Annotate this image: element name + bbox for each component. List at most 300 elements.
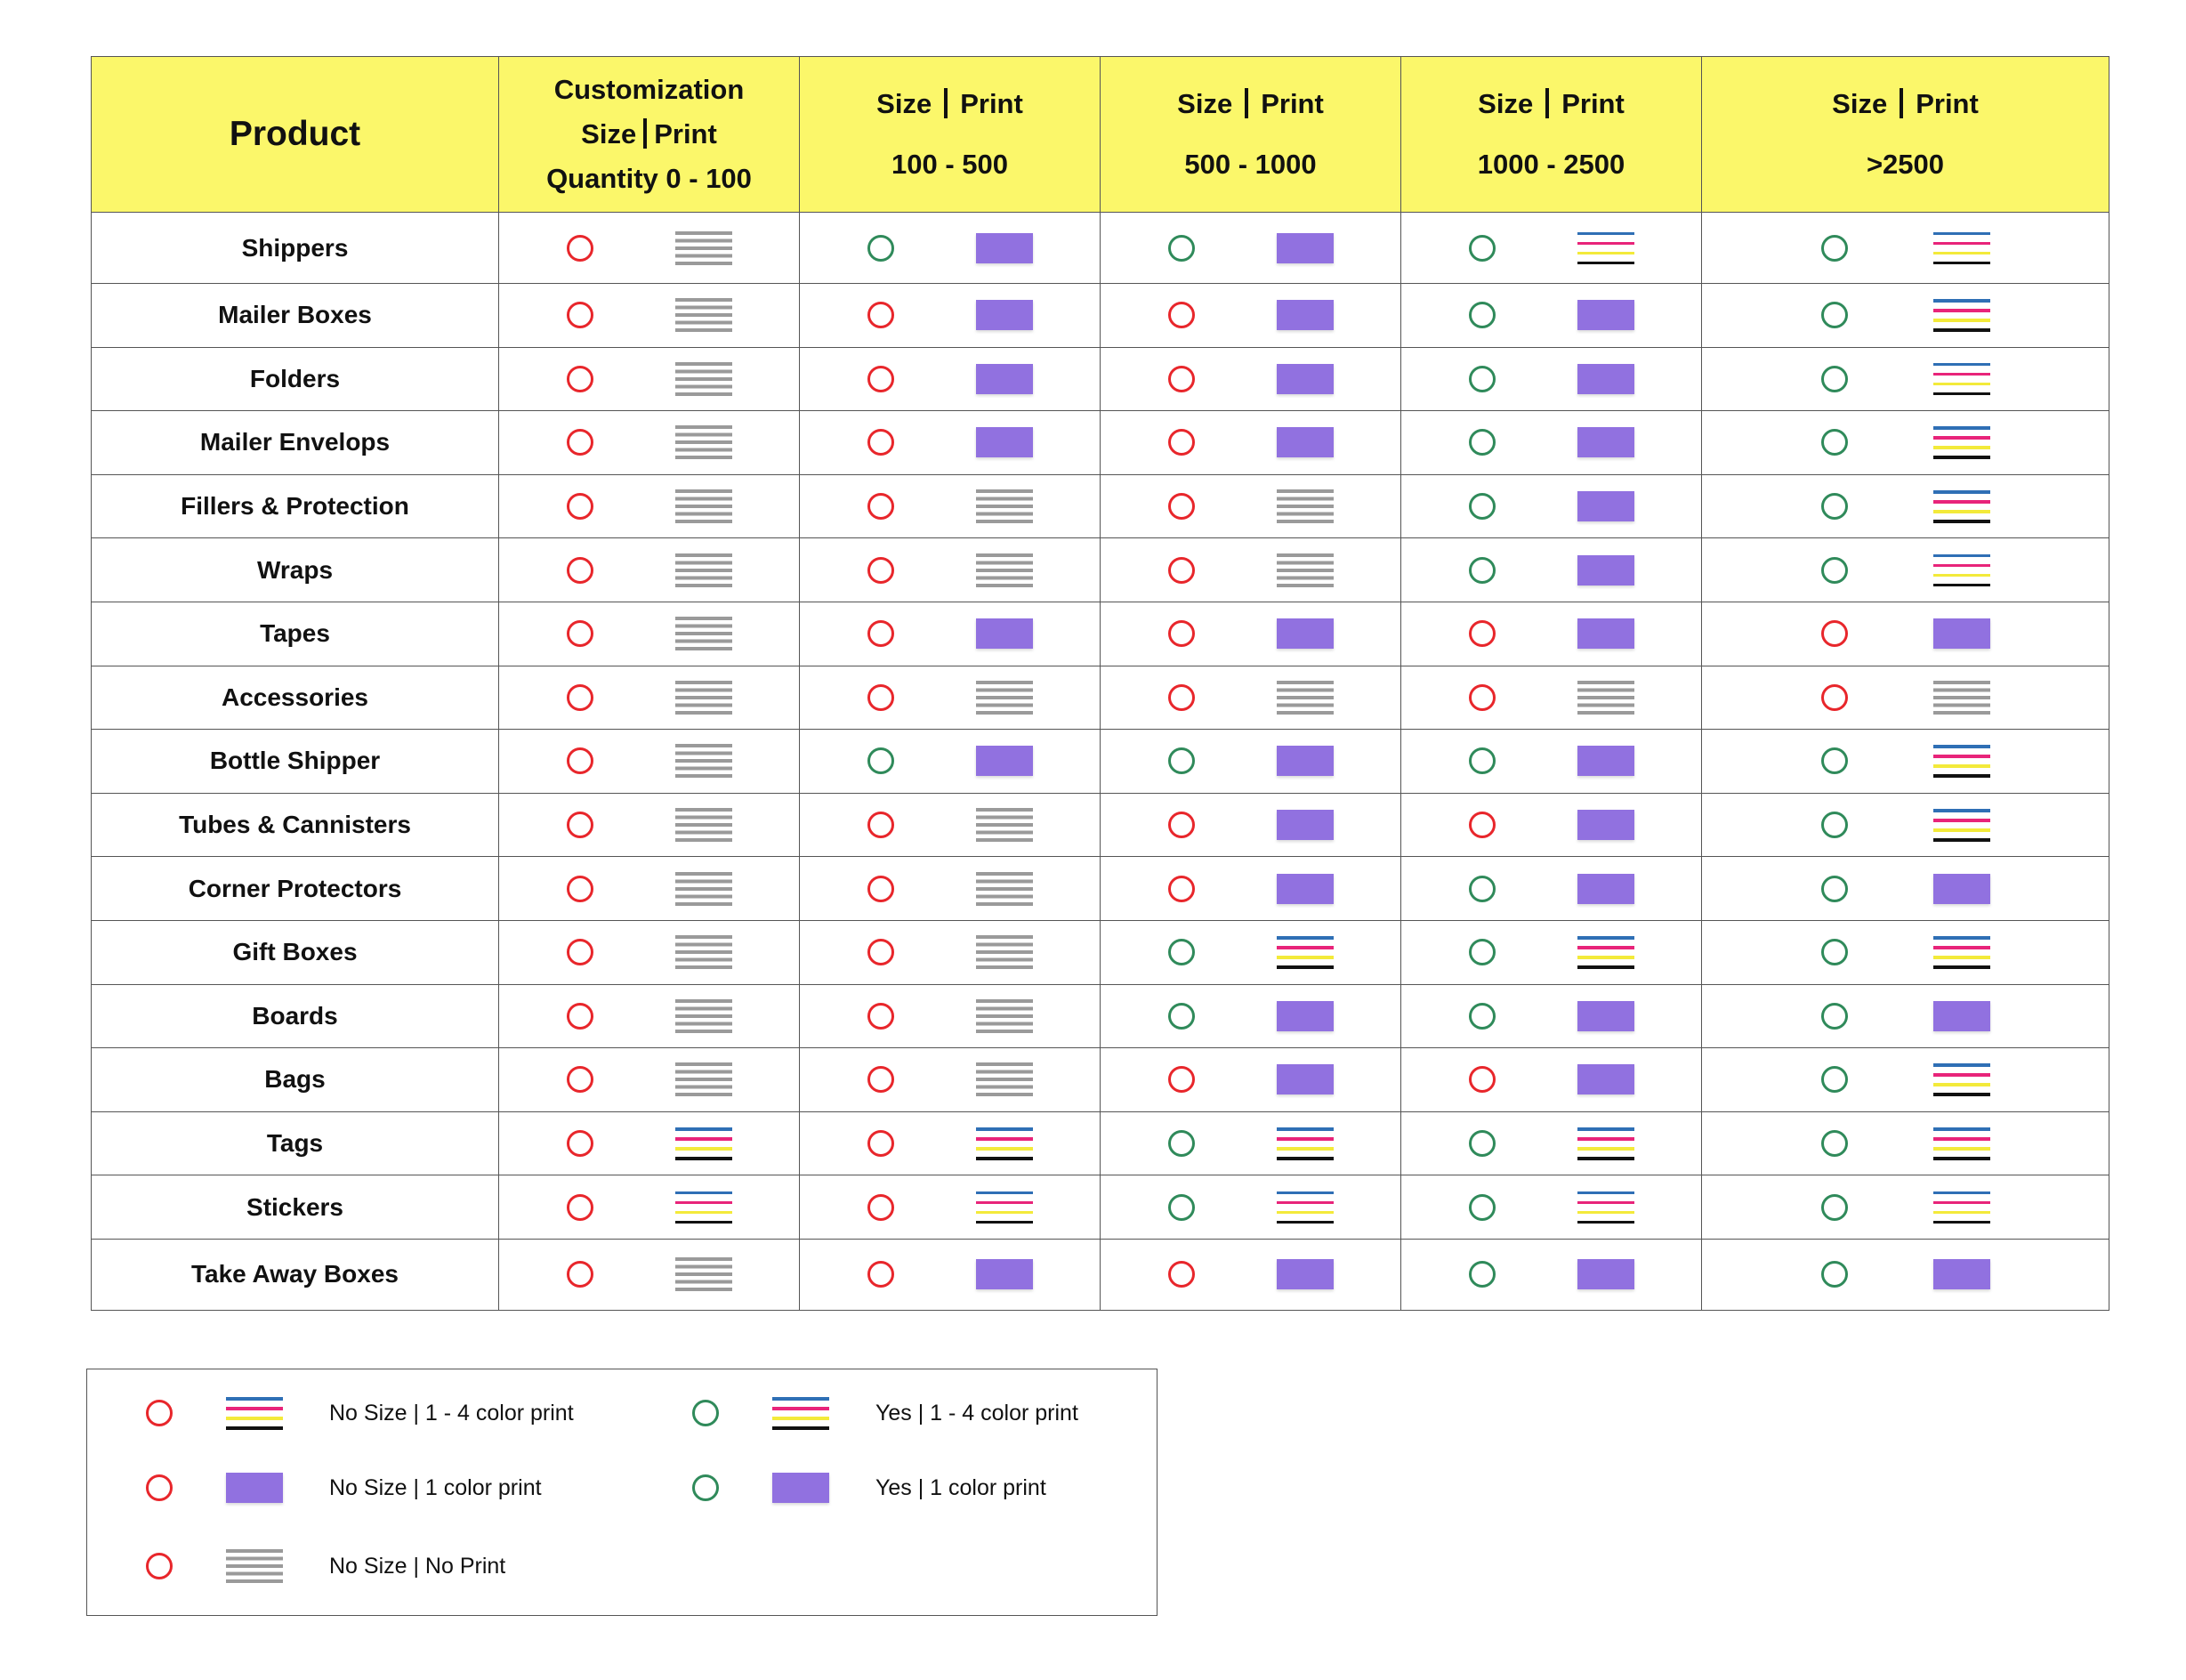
size-no-circle-icon (146, 1553, 173, 1579)
color-stripe (772, 1397, 829, 1401)
color-stripe (1933, 373, 1990, 376)
header-size: Size (876, 88, 932, 119)
size-no-circle-icon (1821, 620, 1848, 647)
no-print-lines-icon (1277, 489, 1334, 523)
legend (86, 1369, 1158, 1616)
color-stripe (1577, 1137, 1634, 1141)
color-stripe (1577, 1211, 1634, 1215)
option-cell (499, 920, 800, 984)
cell-content (1702, 1127, 2109, 1160)
color-stripe (1577, 1157, 1634, 1160)
color-stripe (1933, 520, 1990, 523)
table-row (92, 666, 2109, 730)
size-yes-circle-icon (1821, 366, 1848, 392)
product-name: Fillers & Protection (92, 474, 499, 538)
option-cell (1702, 1111, 2109, 1175)
header-range: 1000 - 2500 (1477, 149, 1625, 180)
size-no-circle-icon (1168, 876, 1195, 902)
color-stripe (1577, 936, 1634, 940)
color-stripe (1277, 956, 1334, 959)
option-cell (1401, 1239, 1702, 1310)
no-print-lines-icon (976, 999, 1033, 1033)
cell-content (1401, 491, 1701, 521)
color-stripe (1577, 1221, 1634, 1224)
product-name: Folders (92, 347, 499, 411)
size-no-circle-icon (567, 235, 593, 262)
option-cell (499, 602, 800, 666)
color-stripe (1933, 1201, 1990, 1205)
no-print-lines-icon (675, 489, 732, 523)
cell-content (1101, 1259, 1400, 1289)
size-yes-circle-icon (1821, 557, 1848, 584)
cell-content (1101, 1127, 1400, 1160)
header-size: Size (581, 118, 637, 149)
option-cell (499, 213, 800, 284)
no-print-lines-icon (976, 553, 1033, 587)
color-stripe (1933, 774, 1990, 778)
color-stripe (1933, 828, 1990, 832)
cell-content (1401, 681, 1701, 715)
color-stripe (1277, 965, 1334, 969)
size-no-circle-icon (567, 557, 593, 584)
one-color-print-icon (976, 300, 1033, 330)
option-cell (1702, 984, 2109, 1048)
header-customization-title: Customization (553, 74, 745, 105)
header-size-print (800, 82, 1100, 126)
size-no-circle-icon (867, 620, 894, 647)
option-cell (800, 347, 1101, 411)
size-no-circle-icon (1168, 684, 1195, 711)
option-cell (499, 1111, 800, 1175)
one-color-print-icon (1933, 1001, 1990, 1031)
color-stripe (675, 1221, 732, 1224)
cell-content (1702, 231, 2109, 265)
table-row (92, 1111, 2109, 1175)
color-stripe (1933, 1093, 1990, 1096)
header-size: Size (1478, 88, 1534, 119)
size-yes-circle-icon (1469, 1130, 1496, 1157)
size-no-circle-icon (867, 366, 894, 392)
color-stripe (1577, 946, 1634, 949)
four-color-print-icon (1933, 744, 1990, 778)
header-print: Print (1561, 88, 1625, 119)
one-color-print-icon (1577, 746, 1634, 776)
option-cell (1401, 213, 1702, 284)
no-print-lines-icon (675, 553, 732, 587)
header-product: Product (92, 57, 499, 213)
color-stripe (1933, 392, 1990, 396)
color-stripe (1277, 1211, 1334, 1215)
one-color-print-icon (976, 746, 1033, 776)
size-yes-circle-icon (1168, 1130, 1195, 1157)
cell-content (800, 233, 1100, 263)
color-stripe (1577, 252, 1634, 255)
cell-content (499, 744, 799, 778)
no-print-lines-icon (675, 999, 732, 1033)
size-no-circle-icon (867, 1261, 894, 1288)
one-color-print-icon (976, 1259, 1033, 1289)
color-stripe (976, 1221, 1033, 1224)
size-yes-circle-icon (692, 1400, 719, 1426)
size-no-circle-icon (567, 812, 593, 838)
color-stripe (1277, 1191, 1334, 1195)
color-stripe (1933, 252, 1990, 255)
cell-content (1101, 553, 1400, 587)
option-cell (499, 793, 800, 857)
size-yes-circle-icon (1168, 1194, 1195, 1221)
color-stripe (1933, 755, 1990, 758)
color-stripe (1933, 838, 1990, 842)
color-stripe (1933, 242, 1990, 246)
separator-bar (1900, 88, 1903, 118)
size-yes-circle-icon (1469, 939, 1496, 965)
size-yes-circle-icon (1469, 557, 1496, 584)
color-stripe (226, 1417, 283, 1420)
cell-content (1401, 1064, 1701, 1094)
size-yes-circle-icon (1469, 429, 1496, 456)
header-customization (499, 57, 800, 213)
size-no-circle-icon (867, 1003, 894, 1030)
four-color-print-icon (1577, 1127, 1634, 1160)
color-stripe (1277, 1147, 1334, 1151)
option-cell (499, 666, 800, 730)
size-no-circle-icon (567, 493, 593, 520)
color-stripe (1933, 1191, 1990, 1195)
no-print-lines-icon (976, 935, 1033, 969)
size-yes-circle-icon (1168, 747, 1195, 774)
option-cell (800, 1175, 1101, 1240)
size-yes-circle-icon (1821, 812, 1848, 838)
size-no-circle-icon (867, 1066, 894, 1093)
header-range: 100 - 500 (891, 149, 1008, 180)
size-no-circle-icon (567, 684, 593, 711)
cell-content (1702, 874, 2109, 904)
cell-content (1702, 298, 2109, 332)
option-cell (1101, 984, 1401, 1048)
option-cell (1101, 793, 1401, 857)
four-color-print-icon (976, 1191, 1033, 1224)
color-stripe (976, 1191, 1033, 1195)
option-cell (1401, 602, 1702, 666)
product-name: Mailer Boxes (92, 284, 499, 348)
header-size: Size (1177, 88, 1233, 119)
color-stripe (226, 1397, 283, 1401)
option-cell (800, 284, 1101, 348)
separator-bar (1545, 88, 1549, 118)
header-size-print (1101, 82, 1400, 126)
header-range: 500 - 1000 (1184, 149, 1317, 180)
cell-content (499, 872, 799, 906)
size-no-circle-icon (567, 302, 593, 328)
size-no-circle-icon (867, 1130, 894, 1157)
color-stripe (1933, 574, 1990, 578)
color-stripe (1577, 242, 1634, 246)
legend-label: No Size | 1 color print (329, 1474, 542, 1500)
cell-content (1101, 1001, 1400, 1031)
size-no-circle-icon (1168, 429, 1195, 456)
one-color-print-icon (976, 427, 1033, 457)
no-print-lines-icon (675, 298, 732, 332)
header-size-print (1702, 82, 2109, 126)
color-stripe (1933, 1063, 1990, 1067)
cell-content (1401, 1001, 1701, 1031)
separator-bar (643, 118, 647, 149)
size-yes-circle-icon (1469, 366, 1496, 392)
product-name: Tags (92, 1111, 499, 1175)
color-stripe (976, 1137, 1033, 1141)
option-cell (800, 213, 1101, 284)
size-no-circle-icon (146, 1474, 173, 1501)
size-yes-circle-icon (867, 747, 894, 774)
cell-content (800, 808, 1100, 842)
color-stripe (1933, 262, 1990, 265)
four-color-print-icon (226, 1396, 283, 1430)
cell-content (1101, 681, 1400, 715)
option-cell (1401, 538, 1702, 602)
product-name: Tubes & Cannisters (92, 793, 499, 857)
cell-content (800, 746, 1100, 776)
color-stripe (1933, 328, 1990, 332)
color-stripe (1933, 819, 1990, 822)
option-cell (1702, 411, 2109, 475)
color-stripe (1933, 554, 1990, 558)
color-stripe (1277, 1137, 1334, 1141)
one-color-print-icon (1277, 1064, 1334, 1094)
table-row (92, 1175, 2109, 1240)
option-cell (1101, 411, 1401, 475)
one-color-print-icon (1577, 874, 1634, 904)
table-body (92, 213, 2109, 1311)
no-print-lines-icon (976, 808, 1033, 842)
option-cell (1101, 1048, 1401, 1112)
product-name: Accessories (92, 666, 499, 730)
color-stripe (1933, 1073, 1990, 1077)
size-no-circle-icon (567, 366, 593, 392)
four-color-print-icon (675, 1191, 732, 1224)
cell-content (1401, 427, 1701, 457)
four-color-print-icon (1577, 1191, 1634, 1224)
option-cell (1702, 857, 2109, 921)
cell-content (800, 618, 1100, 649)
option-cell (1702, 666, 2109, 730)
header-row (92, 57, 2109, 213)
option-cell (1702, 602, 2109, 666)
one-color-print-icon (1577, 810, 1634, 840)
option-cell (499, 347, 800, 411)
cell-content (1101, 746, 1400, 776)
one-color-print-icon (1577, 427, 1634, 457)
four-color-print-icon (1277, 1127, 1334, 1160)
four-color-print-icon (772, 1396, 829, 1430)
cell-content (800, 364, 1100, 394)
color-stripe (1933, 309, 1990, 312)
no-print-lines-icon (976, 489, 1033, 523)
option-cell (1401, 857, 1702, 921)
cell-content (1702, 808, 2109, 842)
table-row (92, 984, 2109, 1048)
no-print-lines-icon (675, 425, 732, 459)
product-name: Shippers (92, 213, 499, 284)
option-cell (1702, 213, 2109, 284)
four-color-print-icon (1277, 1191, 1334, 1224)
option-cell (1101, 920, 1401, 984)
size-no-circle-icon (1469, 620, 1496, 647)
color-stripe (1933, 490, 1990, 494)
four-color-print-icon (1933, 808, 1990, 842)
option-cell (800, 857, 1101, 921)
size-no-circle-icon (567, 1003, 593, 1030)
option-cell (1101, 857, 1401, 921)
color-stripe (976, 1211, 1033, 1215)
size-yes-circle-icon (1821, 1130, 1848, 1157)
option-cell (499, 1239, 800, 1310)
one-color-print-icon (1577, 491, 1634, 521)
product-name: Bottle Shipper (92, 730, 499, 794)
header-size: Size (1832, 88, 1888, 119)
size-no-circle-icon (867, 493, 894, 520)
option-cell (800, 666, 1101, 730)
size-no-circle-icon (867, 429, 894, 456)
cell-content (1702, 618, 2109, 649)
four-color-print-icon (1577, 231, 1634, 265)
color-stripe (1933, 1147, 1990, 1151)
cell-content (499, 1127, 799, 1160)
option-cell (499, 284, 800, 348)
header-size-print (1401, 82, 1701, 126)
one-color-print-icon (1277, 618, 1334, 649)
size-yes-circle-icon (1821, 1261, 1848, 1288)
table-row (92, 1048, 2109, 1112)
color-stripe (772, 1407, 829, 1410)
option-cell (800, 538, 1101, 602)
size-no-circle-icon (1168, 302, 1195, 328)
cell-content (1401, 618, 1701, 649)
cell-content (1401, 1259, 1701, 1289)
cell-content (800, 1191, 1100, 1224)
header-print: Print (1261, 88, 1324, 119)
option-cell (1702, 538, 2109, 602)
color-stripe (1933, 745, 1990, 748)
four-color-print-icon (1933, 553, 1990, 587)
cell-content (1101, 300, 1400, 330)
one-color-print-icon (1577, 555, 1634, 586)
four-color-print-icon (675, 1127, 732, 1160)
table-row (92, 347, 2109, 411)
size-no-circle-icon (867, 812, 894, 838)
cell-content (1101, 427, 1400, 457)
four-color-print-icon (1933, 1191, 1990, 1224)
one-color-print-icon (1577, 1064, 1634, 1094)
cell-content (499, 231, 799, 265)
color-stripe (1577, 965, 1634, 969)
size-no-circle-icon (1469, 812, 1496, 838)
option-cell (1401, 284, 1702, 348)
one-color-print-icon (976, 618, 1033, 649)
four-color-print-icon (1933, 231, 1990, 265)
legend-label: No Size | 1 - 4 color print (329, 1400, 574, 1426)
color-stripe (1277, 946, 1334, 949)
size-yes-circle-icon (1821, 235, 1848, 262)
one-color-print-icon (1933, 874, 1990, 904)
option-cell (800, 1048, 1101, 1112)
size-yes-circle-icon (1168, 939, 1195, 965)
option-cell (1702, 920, 2109, 984)
option-cell (499, 1175, 800, 1240)
one-color-print-icon (1577, 300, 1634, 330)
color-stripe (1933, 383, 1990, 386)
table-row (92, 474, 2109, 538)
cell-content (499, 1062, 799, 1096)
option-cell (499, 857, 800, 921)
cell-content (1401, 1191, 1701, 1224)
one-color-print-icon (1277, 1259, 1334, 1289)
no-print-lines-icon (675, 362, 732, 396)
color-stripe (1933, 299, 1990, 303)
four-color-print-icon (1933, 362, 1990, 396)
one-color-print-icon (976, 364, 1033, 394)
header-range-2 (1101, 57, 1401, 213)
table-row (92, 602, 2109, 666)
color-stripe (1577, 1127, 1634, 1131)
header-range-4 (1702, 57, 2109, 213)
table-row (92, 538, 2109, 602)
size-no-circle-icon (1469, 684, 1496, 711)
header-range: >2500 (1866, 149, 1945, 180)
table-row (92, 730, 2109, 794)
color-stripe (675, 1211, 732, 1215)
no-print-lines-icon (675, 231, 732, 265)
color-stripe (1933, 319, 1990, 322)
color-stripe (772, 1417, 829, 1420)
no-print-lines-icon (976, 1062, 1033, 1096)
option-cell (800, 920, 1101, 984)
option-cell (1101, 666, 1401, 730)
legend-item (146, 1549, 505, 1583)
no-print-lines-icon (1933, 681, 1990, 715)
cell-content (1101, 233, 1400, 263)
no-print-lines-icon (976, 681, 1033, 715)
option-cell (499, 538, 800, 602)
color-stripe (1933, 1127, 1990, 1131)
size-no-circle-icon (1821, 684, 1848, 711)
cell-content (800, 999, 1100, 1033)
table-row (92, 857, 2109, 921)
color-stripe (675, 1147, 732, 1151)
option-cell (1702, 793, 2109, 857)
four-color-print-icon (1277, 935, 1334, 969)
size-yes-circle-icon (867, 235, 894, 262)
color-stripe (976, 1147, 1033, 1151)
cell-content (1101, 935, 1400, 969)
product-matrix-table (91, 56, 2109, 1311)
option-cell (1401, 1175, 1702, 1240)
color-stripe (1933, 436, 1990, 440)
option-cell (1702, 284, 2109, 348)
size-yes-circle-icon (692, 1474, 719, 1501)
color-stripe (675, 1191, 732, 1195)
cell-content (1401, 555, 1701, 586)
option-cell (800, 602, 1101, 666)
cell-content (1101, 364, 1400, 394)
cell-content (499, 1191, 799, 1224)
cell-content (800, 427, 1100, 457)
option-cell (1101, 213, 1401, 284)
one-color-print-icon (1277, 874, 1334, 904)
cell-content (1401, 746, 1701, 776)
size-no-circle-icon (567, 876, 593, 902)
color-stripe (1933, 1211, 1990, 1215)
one-color-print-icon (976, 233, 1033, 263)
